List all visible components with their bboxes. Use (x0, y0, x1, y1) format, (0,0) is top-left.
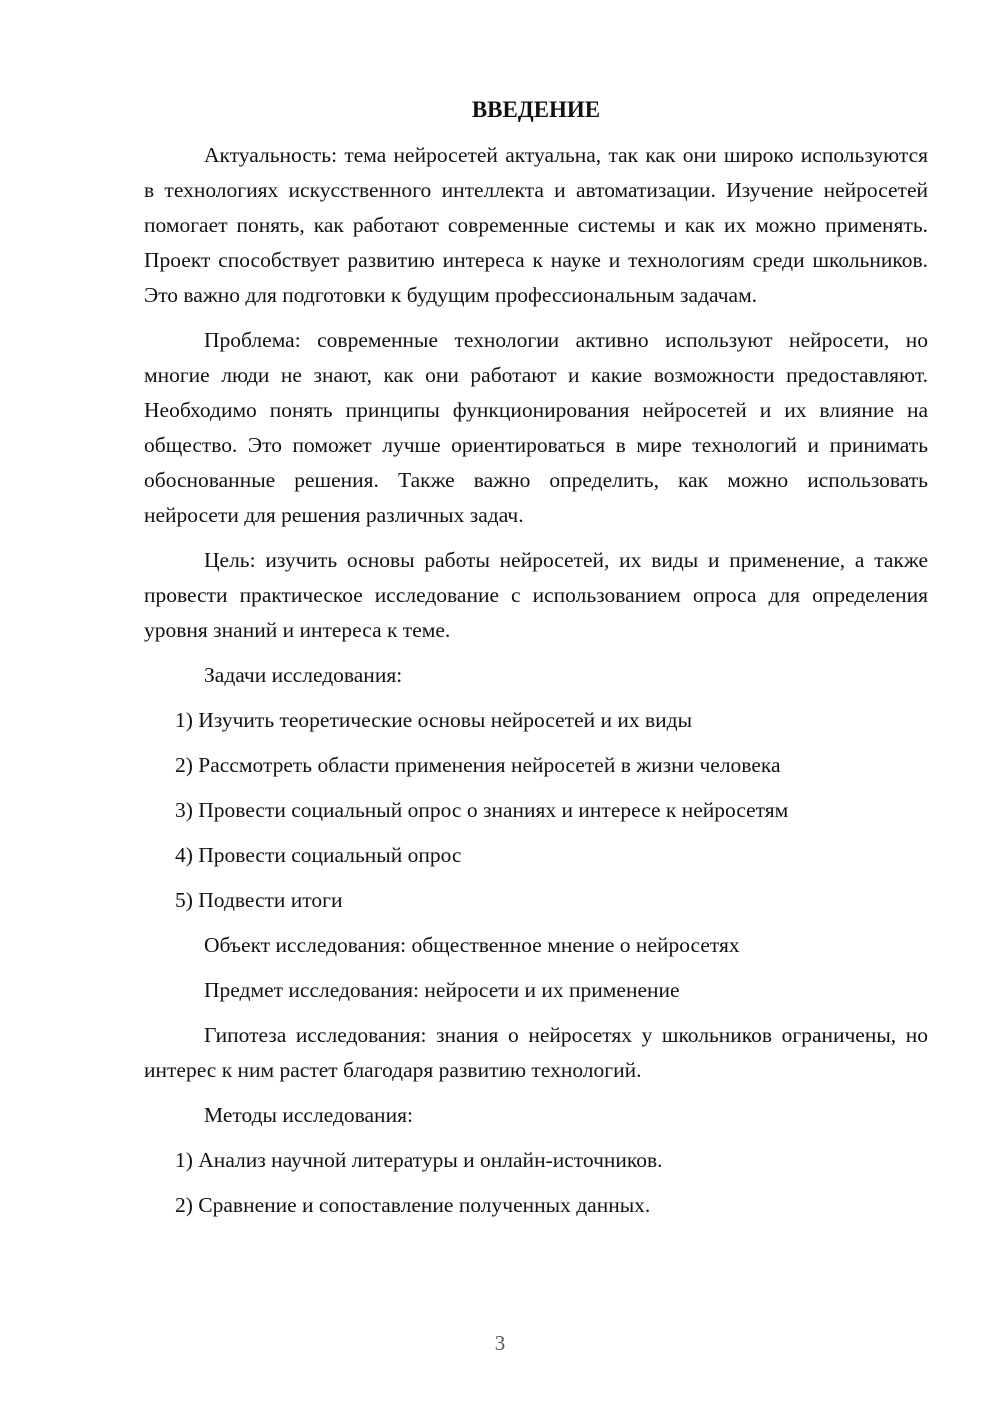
list-item: 1) Изучить теоретические основы нейросетей и их виды (175, 708, 693, 732)
list-item: 1) Анализ научной литературы и онлайн-источников. (175, 1148, 663, 1172)
tasks-list (144, 703, 928, 918)
methods-heading: Методы исследования: (204, 1103, 413, 1127)
object-paragraph: Объект исследования: общественное мнение о нейросетях (204, 933, 740, 957)
list-item: 5) Подвести итоги (175, 888, 343, 912)
methods-list (144, 1143, 928, 1223)
list-item: 3) Провести социальный опрос о знаниях и интересе к нейросетям (175, 798, 789, 822)
subject-paragraph: Предмет исследования: нейросети и их применение (204, 978, 680, 1002)
list-item: 2) Сравнение и сопоставление полученных данных. (175, 1193, 651, 1217)
tasks-heading: Задачи исследования: (204, 663, 403, 687)
hypothesis-paragraph: Гипотеза исследования: знания о нейросетях у школьников ограничены, но интерес к ним растет благодаря развитию технологий. (144, 1023, 928, 1082)
problem-paragraph: Проблема: современные технологии активно используют нейросети, но многие люди не знают, как они работают и какие возможности предоставляют. Необходимо понять принципы функционирования нейросетей и их влияние на общество. Это поможет лучше ориентироваться в мире технологий и принимать обоснованные решения. Также важно определить, как можно использовать нейросети для решения различных задач. (144, 328, 928, 527)
list-item: 2) Рассмотреть области применения нейросетей в жизни человека (175, 753, 781, 777)
goal-paragraph: Цель: изучить основы работы нейросетей, их виды и применение, а также провести практическое исследование с использованием опроса для определения уровня знаний и интереса к теме. (144, 548, 928, 642)
relevance-paragraph: Актуальность: тема нейросетей актуальна, так как они широко используются в технологиях искусственного интеллекта и автоматизации. Изучение нейросетей помогает понять, как работают современные системы и как их можно применять. Проект способствует развитию интереса к науке и технологиям среди школьников. Это важно для подготовки к будущим профессиональным задачам. (144, 143, 928, 307)
page-number: 3 (494, 1331, 506, 1355)
page-content (144, 96, 928, 1223)
page-title: ВВЕДЕНИЕ (471, 97, 601, 122)
list-item: 4) Провести социальный опрос (175, 843, 462, 867)
